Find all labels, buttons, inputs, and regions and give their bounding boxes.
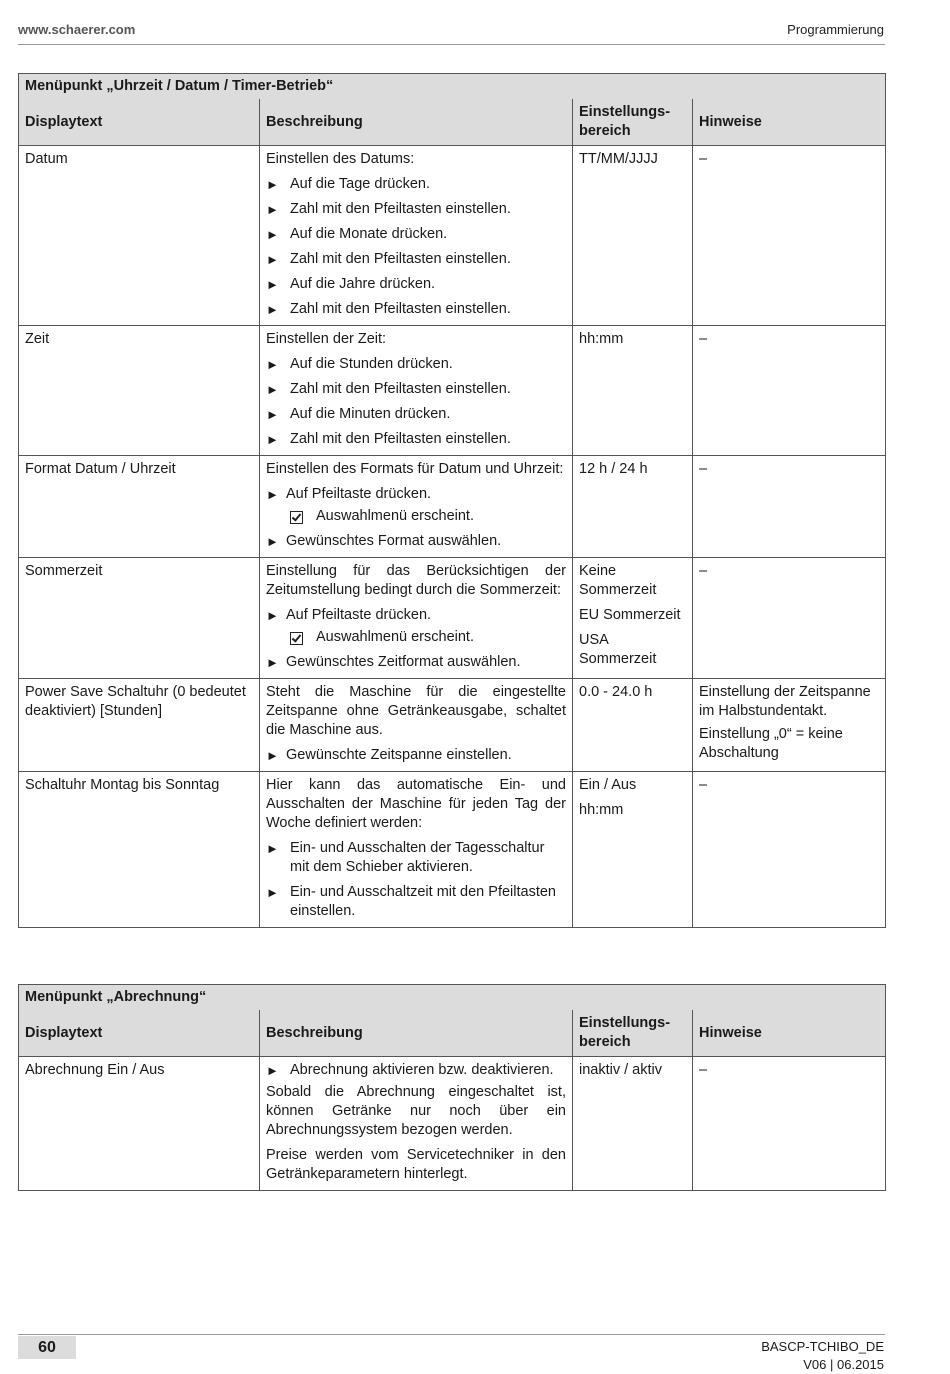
arrow-icon: ► <box>266 382 279 397</box>
range-option: hh:mm <box>579 802 624 818</box>
arrow-icon: ► <box>266 748 279 763</box>
hint: – <box>693 1057 886 1191</box>
arrow-icon: ► <box>266 277 279 292</box>
description-intro: Einstellung für das Berücksichtigen der Zeitumstellung bedingt durch die Sommerzeit: <box>266 563 566 598</box>
description <box>260 146 573 326</box>
description-paragraph: Preise werden vom Servicetechniker in den Getränkeparametern hinterlegt. <box>266 1147 566 1182</box>
description <box>260 456 573 558</box>
column-header: Beschreibung <box>260 1010 573 1057</box>
step-result: Auswahlmenü erscheint. <box>266 628 566 647</box>
step-result: Auswahlmenü erscheint. <box>266 507 566 526</box>
description <box>260 558 573 679</box>
table-header-row <box>19 99 886 146</box>
table-header-row <box>19 1010 886 1057</box>
setting-range: TT/MM/JJJJ <box>573 146 693 326</box>
description-intro: Einstellen der Zeit: <box>266 331 387 347</box>
display-text: Datum <box>19 146 260 326</box>
range-option: Ein / Aus <box>579 777 637 793</box>
page-number: 60 <box>18 1336 76 1359</box>
setting-range: hh:mm <box>573 326 693 456</box>
step: ► Auf die Monate drücken. <box>266 226 448 242</box>
description-intro: Steht die Maschine für die eingestellte Zeitspanne ohne Getränkeausgabe, schaltet die Maschine aus. <box>266 684 566 738</box>
checkbox-icon <box>290 511 303 524</box>
range-option: Keine Sommerzeit <box>579 563 657 598</box>
table-title: Menüpunkt „Uhrzeit / Datum / Timer-Betrieb“ <box>19 74 886 100</box>
description-intro: Einstellen des Formats für Datum und Uhrzeit: <box>266 461 564 477</box>
display-text: Zeit <box>19 326 260 456</box>
table-row <box>19 772 886 928</box>
header-website: www.schaerer.com <box>18 22 136 37</box>
step: ► Auf die Stunden drücken. <box>266 356 453 372</box>
setting-range: inaktiv / aktiv <box>573 1057 693 1191</box>
description-intro: Hier kann das automatische Ein- und Ausschalten der Maschine für jeden Tag der Woche definiert werden: <box>266 777 566 831</box>
checkbox-icon <box>290 632 303 645</box>
column-header: Hinweise <box>693 1010 886 1057</box>
timer-menu-table <box>18 73 886 928</box>
table-row <box>19 146 886 326</box>
step: ► Ein- und Ausschaltzeit mit den Pfeiltasten einstellen. <box>266 884 556 919</box>
header-section: Programmierung <box>787 22 884 37</box>
table-row <box>19 456 886 558</box>
header-divider <box>18 44 885 45</box>
column-header: Einstellungs- bereich <box>573 99 693 146</box>
column-header: Hinweise <box>693 99 886 146</box>
setting-range <box>573 772 693 928</box>
step: ► Zahl mit den Pfeiltasten einstellen. <box>266 251 511 267</box>
range-option: USA Sommerzeit <box>579 632 657 667</box>
step: ► Zahl mit den Pfeiltasten einstellen. <box>266 431 511 447</box>
step: ► Gewünschtes Format auswählen. <box>266 533 502 549</box>
step: ► Auf die Tage drücken. <box>266 176 430 192</box>
arrow-icon: ► <box>266 407 279 422</box>
hint: – <box>693 558 886 679</box>
arrow-icon: ► <box>266 487 279 502</box>
step: ► Abrechnung aktivieren bzw. deaktivieren. <box>266 1062 554 1078</box>
description <box>260 679 573 772</box>
table-row <box>19 558 886 679</box>
footer-doc-info <box>761 1338 884 1374</box>
arrow-icon: ► <box>266 202 279 217</box>
display-text: Abrechnung Ein / Aus <box>19 1057 260 1191</box>
step: ► Auf die Minuten drücken. <box>266 406 451 422</box>
display-text: Schaltuhr Montag bis Sonntag <box>19 772 260 928</box>
hint: – <box>693 146 886 326</box>
step: ► Auf Pfeiltaste drücken. <box>266 607 432 623</box>
column-header: Displaytext <box>19 99 260 146</box>
step: ► Zahl mit den Pfeiltasten einstellen. <box>266 201 511 217</box>
hint: – <box>693 456 886 558</box>
arrow-icon: ► <box>266 841 279 856</box>
step: ► Ein- und Ausschalten der Tagesschaltur mit dem Schieber aktivieren. <box>266 840 545 875</box>
arrow-icon: ► <box>266 252 279 267</box>
column-header: Einstellungs- bereich <box>573 1010 693 1057</box>
display-text: Power Save Schaltuhr (0 bedeutet deaktiviert) [Stunden] <box>19 679 260 772</box>
table-title: Menüpunkt „Abrechnung“ <box>19 985 886 1011</box>
step: ► Auf Pfeiltaste drücken. <box>266 486 432 502</box>
hint-text: Einstellung der Zeitspanne im Halbstundentakt. <box>699 684 871 719</box>
arrow-icon: ► <box>266 302 279 317</box>
hint: – <box>693 772 886 928</box>
hint-text: Einstellung „0“ = keine Abschaltung <box>699 726 843 761</box>
description <box>260 1057 573 1191</box>
footer-divider <box>18 1334 885 1335</box>
description-paragraph: Sobald die Abrechnung eingeschaltet ist, können Getränke nur noch über ein Abrechnungssystem bezogen werden. <box>266 1084 566 1138</box>
description <box>260 326 573 456</box>
setting-range: 0.0 - 24.0 h <box>573 679 693 772</box>
column-header: Displaytext <box>19 1010 260 1057</box>
step: ► Gewünschte Zeitspanne einstellen. <box>266 747 512 763</box>
display-text: Format Datum / Uhrzeit <box>19 456 260 558</box>
step: ► Auf die Jahre drücken. <box>266 276 436 292</box>
arrow-icon: ► <box>266 534 279 549</box>
step: ► Zahl mit den Pfeiltasten einstellen. <box>266 381 511 397</box>
table-row <box>19 679 886 772</box>
arrow-icon: ► <box>266 177 279 192</box>
display-text: Sommerzeit <box>19 558 260 679</box>
arrow-icon: ► <box>266 655 279 670</box>
column-header: Beschreibung <box>260 99 573 146</box>
document-version: V06 | 06.2015 <box>803 1357 884 1372</box>
arrow-icon: ► <box>266 885 279 900</box>
arrow-icon: ► <box>266 608 279 623</box>
table-row <box>19 1057 886 1191</box>
arrow-icon: ► <box>266 1063 279 1078</box>
step: ► Gewünschtes Zeitformat auswählen. <box>266 654 521 670</box>
document-id: BASCP-TCHIBO_DE <box>761 1339 884 1354</box>
arrow-icon: ► <box>266 432 279 447</box>
billing-menu-table <box>18 984 886 1191</box>
range-option: EU Sommerzeit <box>579 607 681 623</box>
arrow-icon: ► <box>266 357 279 372</box>
description-intro: Einstellen des Datums: <box>266 151 415 167</box>
table-row <box>19 326 886 456</box>
setting-range: 12 h / 24 h <box>573 456 693 558</box>
arrow-icon: ► <box>266 227 279 242</box>
description <box>260 772 573 928</box>
hint: – <box>693 326 886 456</box>
hint <box>693 679 886 772</box>
setting-range <box>573 558 693 679</box>
step: ► Zahl mit den Pfeiltasten einstellen. <box>266 301 511 317</box>
